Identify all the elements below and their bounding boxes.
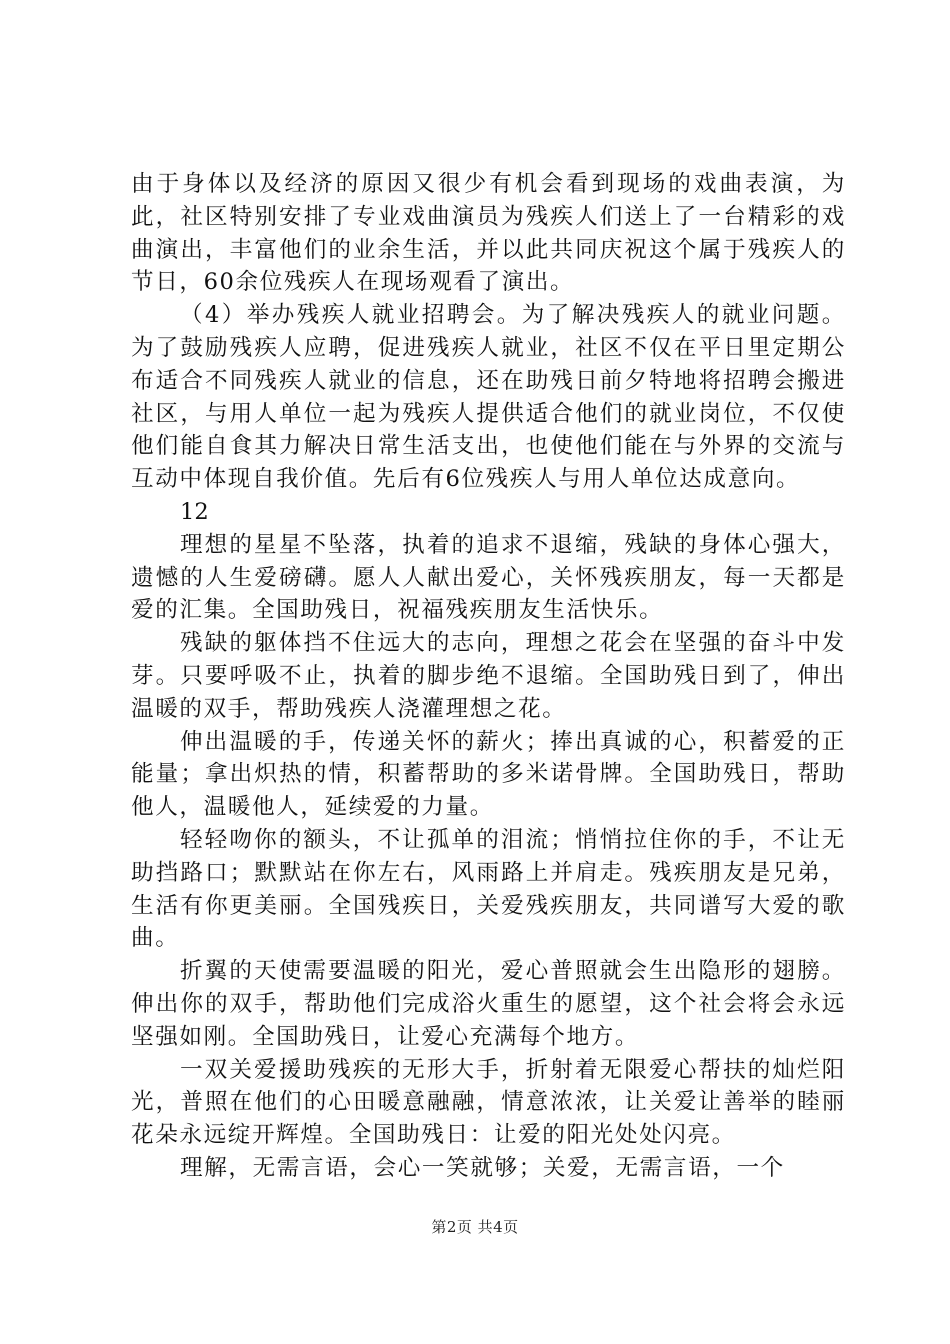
paragraph: （4）举办残疾人就业招聘会。为了解决残疾人的就业问题。为了鼓励残疾人应聘，促进残疾人就业，社区不仅在平日里定期公布适合不同残疾人就业的信息，还在助残日前夕特地将招聘会搬进社区，与用人单位一起为残疾人提供适合他们的就业岗位，不仅使他们能自食其力解决日常生活支出，也使他们能在与外界的交流与互动中体现自我价值。先后有6位残疾人与用人单位达成意向。 (131, 302, 846, 493)
paragraph: 理想的星星不坠落，执着的追求不退缩，残缺的身体心强大，遗憾的人生爱磅礴。愿人人献出爱心，关怀残疾朋友，每一天都是爱的汇集。全国助残日，祝福残疾朋友生活快乐。 (131, 531, 846, 624)
paragraph: 折翼的天使需要温暖的阳光，爱心普照就会生出隐形的翅膀。伸出你的双手，帮助他们完成浴火重生的愿望，这个社会将会永远坚强如刚。全国助残日，让爱心充满每个地方。 (131, 958, 846, 1050)
section-number: 12 (180, 498, 209, 525)
paragraph: 一双关爱援助残疾的无形大手，折射着无限爱心帮扶的灿烂阳光，普照在他们的心田暖意融融，情意浓浓，让关爱让善举的睦丽花朵永远绽开辉煌。全国助残日：让爱的阳光处处闪亮。 (131, 1056, 846, 1149)
paragraph: 理解，无需言语，会心一笑就够；关爱，无需言语，一个 (180, 1154, 785, 1181)
document-body (131, 168, 846, 1185)
paragraph: 由于身体以及经济的原因又很少有机会看到现场的戏曲表演，为此，社区特别安排了专业戏曲演员为残疾人们送上了一台精彩的戏曲演出，丰富他们的业余生活，并以此共同庆祝这个属于残疾人的节日，60余位残疾人在现场观看了演出。 (131, 171, 846, 296)
paragraph: 伸出温暖的手，传递关怀的薪火；捧出真诚的心，积蓄爱的正能量；拿出炽热的情，积蓄帮助的多米诺骨牌。全国助残日，帮助他人，温暖他人，延续爱的力量。 (131, 728, 846, 821)
page-footer: 第2页 共4页 (431, 1218, 519, 1236)
paragraph: 轻轻吻你的额头，不让孤单的泪流；悄悄拉住你的手，不让无助挡路口；默默站在你左右，风雨路上并肩走。残疾朋友是兄弟，生活有你更美丽。全国残疾日，关爱残疾朋友，共同谱写大爱的歌曲。 (131, 826, 846, 952)
paragraph: 残缺的躯体挡不住远大的志向，理想之花会在坚强的奋斗中发芽。只要呼吸不止，执着的脚步绝不退缩。全国助残日到了，伸出温暖的双手，帮助残疾人浇灌理想之花。 (131, 630, 846, 722)
